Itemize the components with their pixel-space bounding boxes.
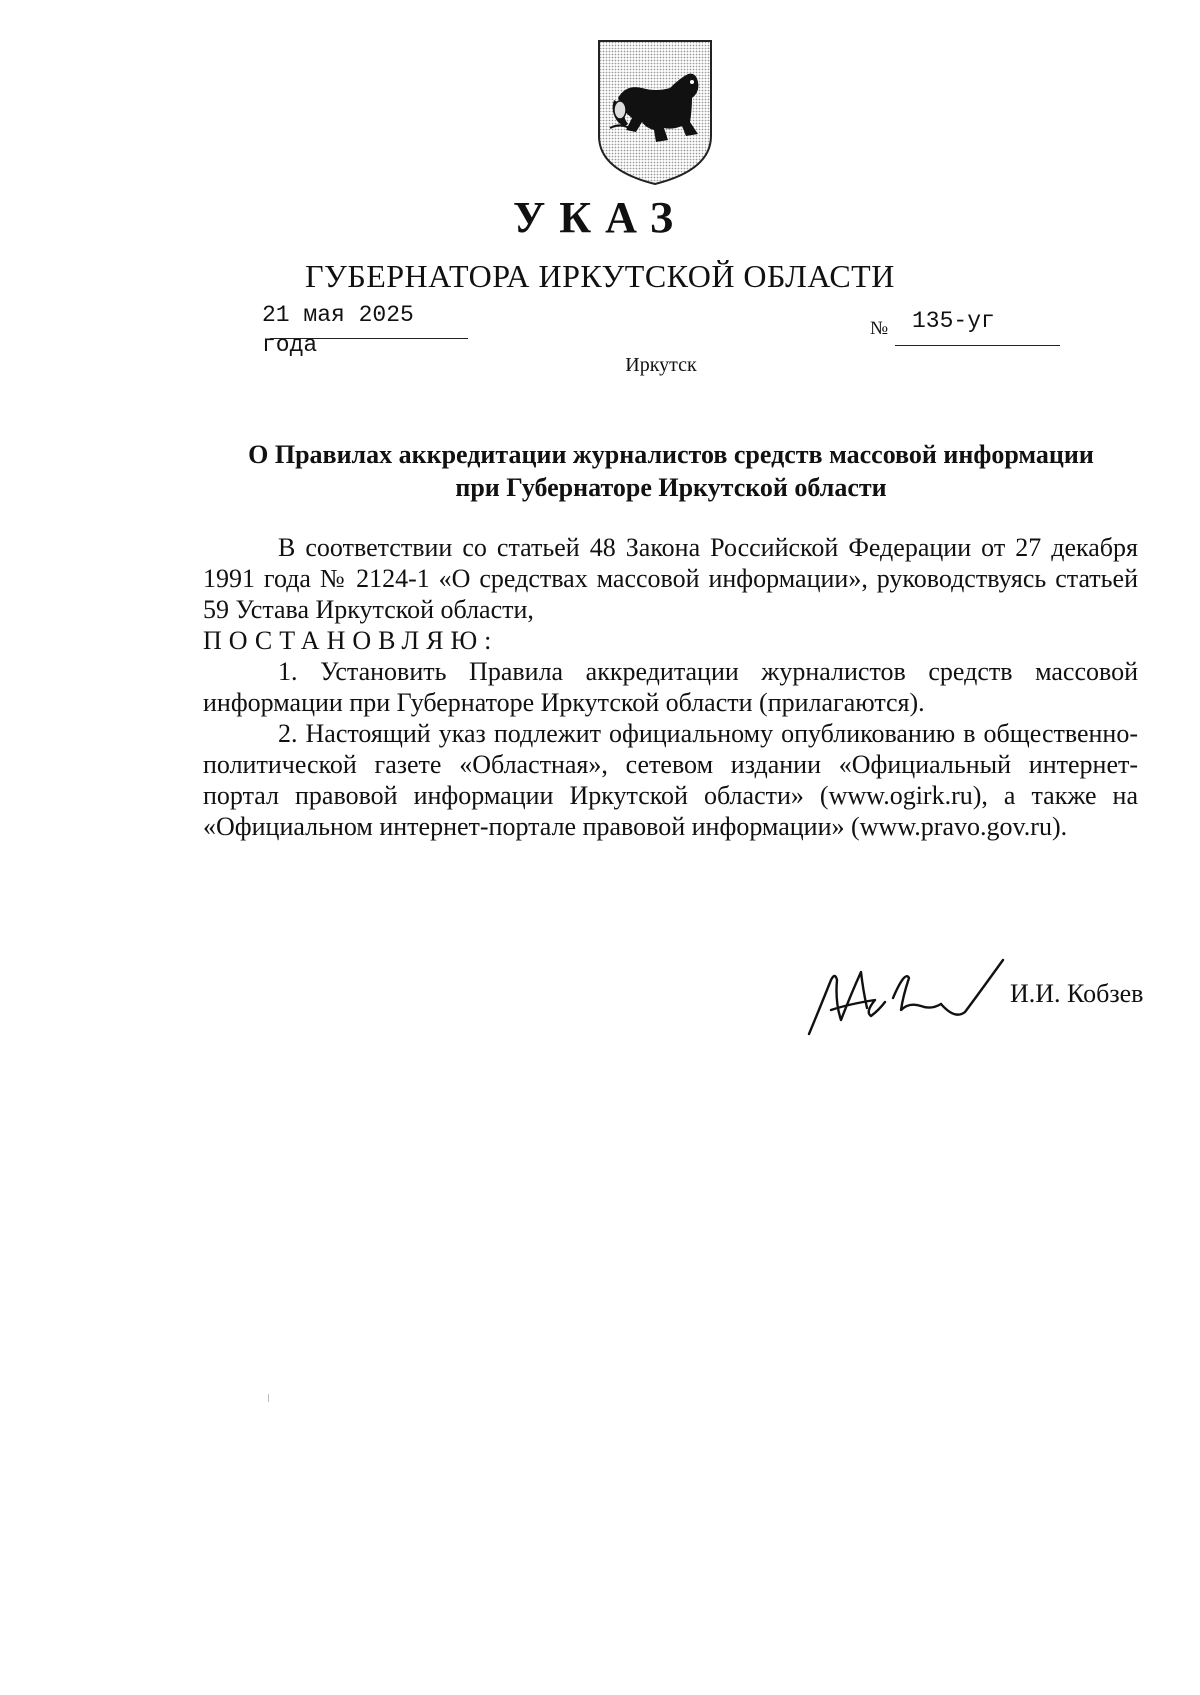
preamble-paragraph: В соответствии со статьей 48 Закона Российской Федерации от 27 декабря 1991 года № 2124-1 «О средствах массовой информации», руководствуясь статьей 59 Устава Иркутской области, <box>203 533 1138 624</box>
number-sign: № <box>870 318 889 339</box>
number-underline <box>895 345 1060 346</box>
subject-line-2: при Губернаторе Иркутской области <box>455 473 887 502</box>
item-2-paragraph: 2. Настоящий указ подлежит официальному опубликованию в общественно-политической газете «Областная», сетевом издании «Официальный интернет-портал правовой информации Иркутской области» (www.ogirk.ru), а также на «Официальном интернет-портале правовой информации» (www.pravo.gov.ru). <box>203 719 1138 841</box>
document-subject <box>200 438 1142 504</box>
document-body <box>203 532 1138 842</box>
issue-city: Иркутск <box>625 354 697 376</box>
date-underline <box>270 338 468 339</box>
item-1-paragraph: 1. Установить Правила аккредитации журналистов средств массовой информации при Губернаторе Иркутской области (прилагаются). <box>203 657 1138 717</box>
scan-speck <box>268 1394 269 1402</box>
document-date: 21 мая 2025 года <box>262 302 414 358</box>
signer-name: И.И. Кобзев <box>1010 979 1144 1008</box>
decree-word: ПОСТАНОВЛЯЮ: <box>203 626 499 655</box>
issuing-authority: ГУБЕРНАТОРА ИРКУТСКОЙ ОБЛАСТИ <box>305 258 895 294</box>
subject-line-1: О Правилах аккредитации журналистов средств массовой информации <box>248 440 1094 469</box>
handwritten-signature-icon <box>805 950 1010 1040</box>
document-number: 135-уг <box>912 308 995 334</box>
document-type-title: УКАЗ <box>512 193 688 242</box>
coat-of-arms-icon <box>596 38 714 186</box>
